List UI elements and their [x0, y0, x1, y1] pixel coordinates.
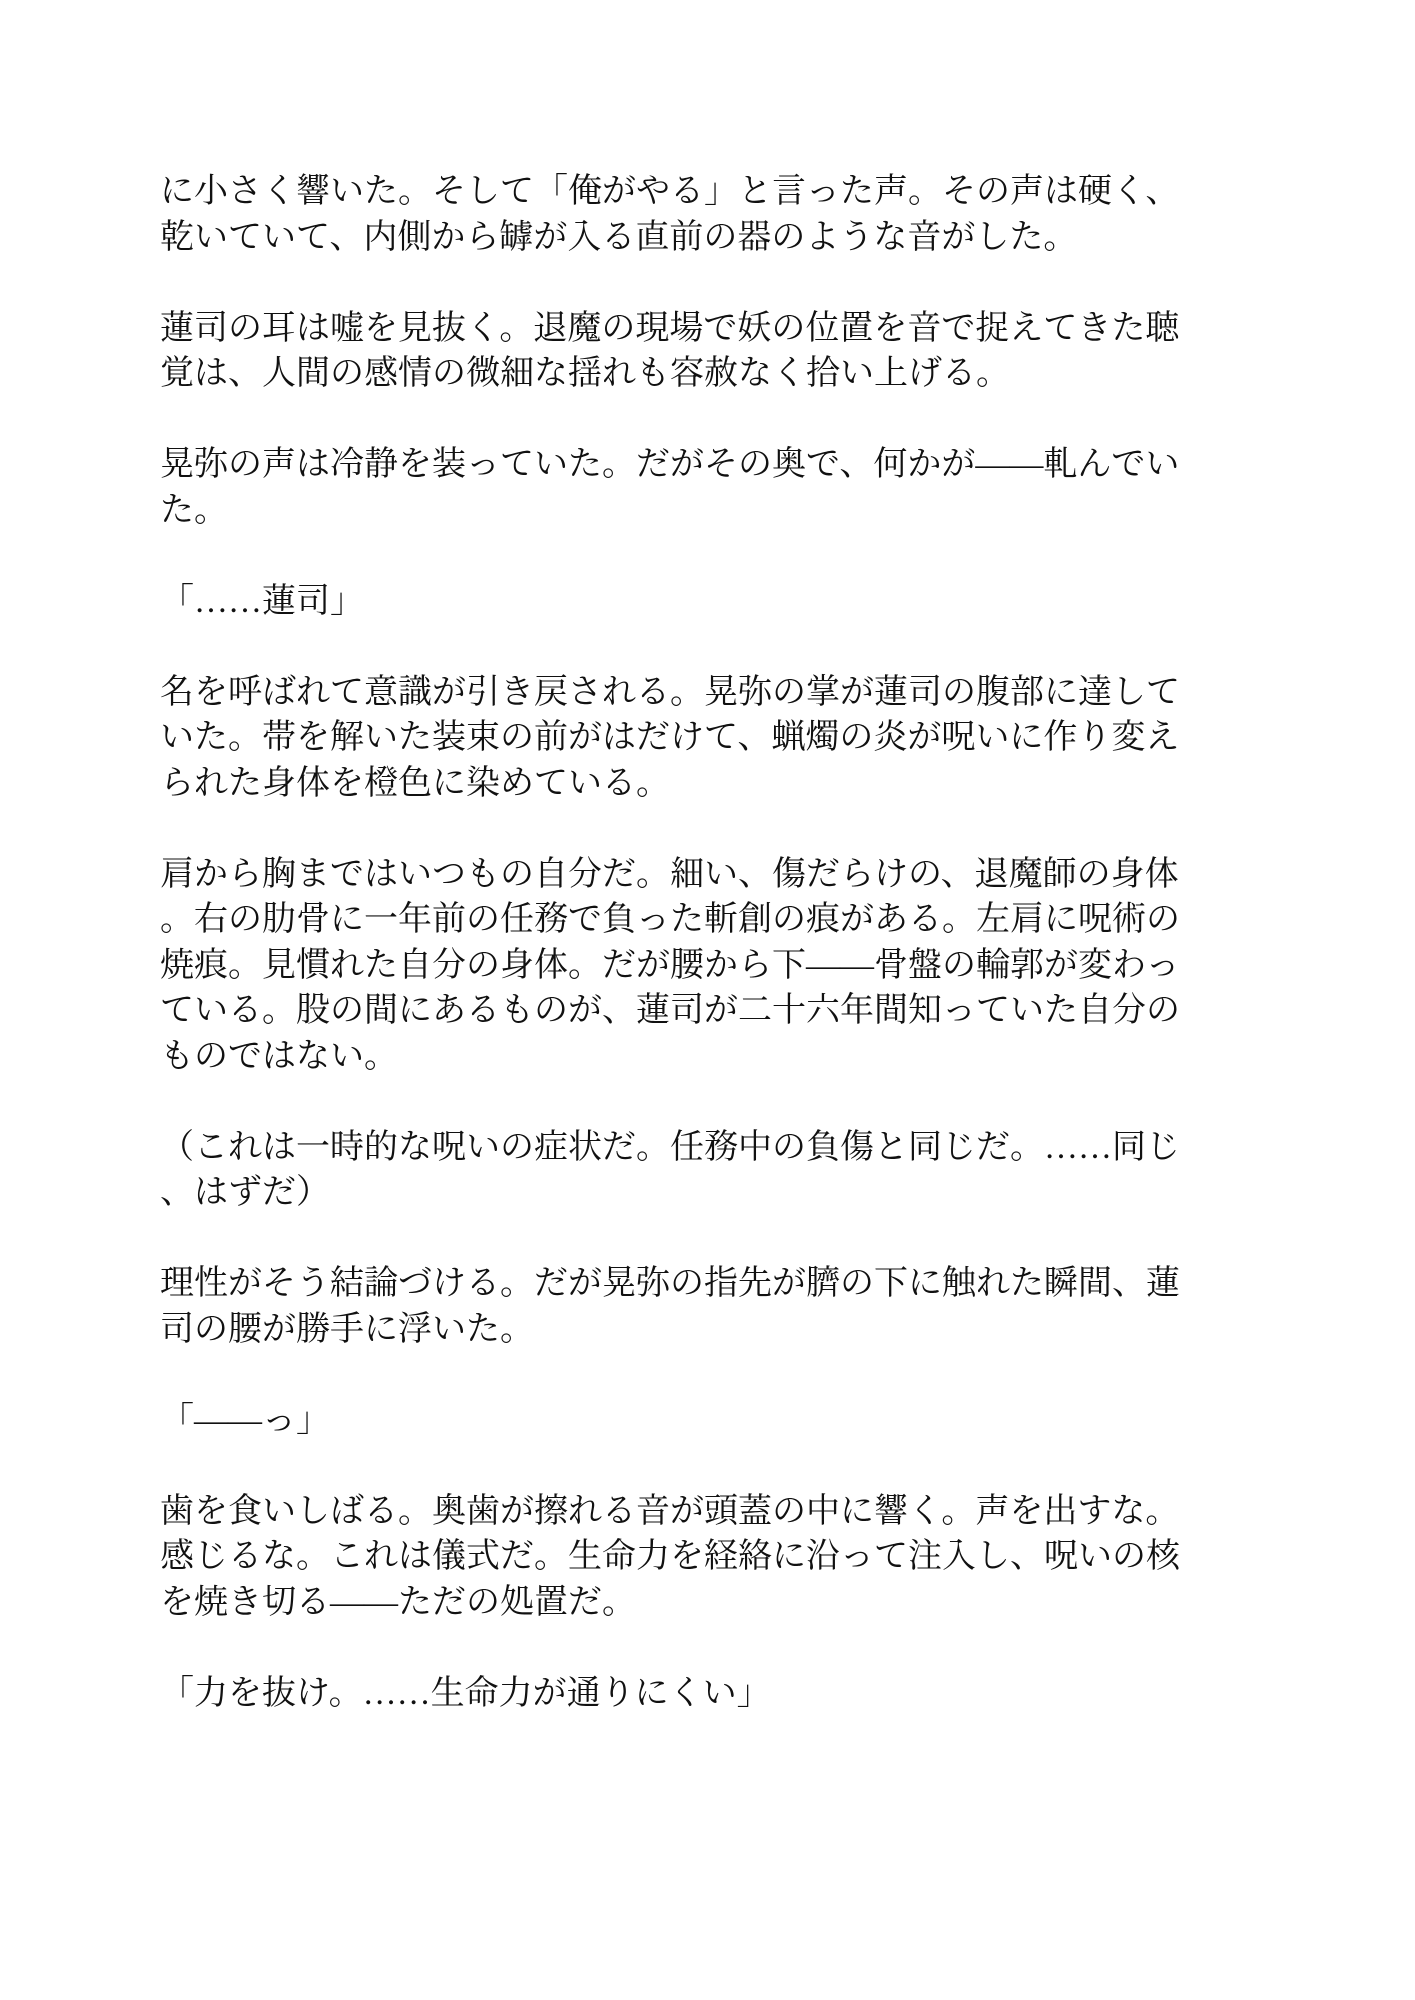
dialogue-block	[160, 1671, 1240, 1717]
text-line: 乾いていて、内側から罅が入る直前の器のような音がした。	[160, 218, 1078, 256]
text-line: に小さく響いた。そして「俺がやる」と言った声。その声は硬く、	[160, 173, 1180, 210]
dialogue-block	[160, 579, 1240, 625]
dialogue-line: 「……蓮司」	[160, 582, 364, 620]
paragraph	[160, 169, 1240, 260]
text-line: 覚は、人間の感情の微細な揺れも容赦なく拾い上げる。	[160, 355, 1010, 392]
paragraph	[160, 1125, 1240, 1216]
text-line: ている。股の間にあるものが、蓮司が二十六年間知っていた自分の	[160, 992, 1180, 1029]
text-line: 肩から胸まではいつもの自分だ。細い、傷だらけの、退魔師の身体	[160, 855, 1179, 893]
text-line: ものではない。	[160, 1037, 398, 1075]
text-line: （これは一時的な呪いの症状だ。任務中の負傷と同じだ。……同じ	[160, 1128, 1180, 1166]
text-line: た。	[160, 491, 228, 529]
paragraph	[160, 442, 1240, 533]
paragraph	[160, 670, 1240, 807]
paragraph	[160, 1489, 1240, 1626]
paragraph	[160, 852, 1240, 1080]
text-line: 焼痕。見慣れた自分の身体。だが腰から下――骨盤の輪郭が変わっ	[160, 946, 1180, 984]
text-line: 名を呼ばれて意識が引き戻される。晃弥の掌が蓮司の腹部に達して	[160, 673, 1180, 711]
text-line: 歯を食いしばる。奥歯が擦れる音が頭蓋の中に響く。声を出すな。	[160, 1492, 1180, 1530]
text-line: 理性がそう結論づける。だが晃弥の指先が臍の下に触れた瞬間、蓮	[160, 1265, 1180, 1302]
text-line: を焼き切る――ただの処置だ。	[160, 1583, 636, 1621]
page-body	[160, 169, 1240, 1716]
dialogue-line: 「力を抜け。……生命力が通りにくい」	[160, 1674, 771, 1712]
text-line: 蓮司の耳は嘘を見抜く。退魔の現場で妖の位置を音で捉えてきた聴	[160, 309, 1180, 347]
text-line: 司の腰が勝手に浮いた。	[160, 1310, 534, 1348]
text-line: いた。帯を解いた装束の前がはだけて、蝋燭の炎が呪いに作り変え	[160, 719, 1180, 756]
dialogue-line: 「――っ」	[160, 1401, 330, 1439]
text-line: られた身体を橙色に染めている。	[160, 764, 670, 802]
text-line: 。右の肋骨に一年前の任務で負った斬創の痕がある。左肩に呪術の	[160, 901, 1180, 938]
text-line: 晃弥の声は冷静を装っていた。だがその奥で、何かが――軋んでい	[160, 446, 1180, 483]
paragraph	[160, 306, 1240, 397]
text-line: 感じるな。これは儀式だ。生命力を経絡に沿って注入し、呪いの核	[160, 1538, 1180, 1575]
text-line: 、はずだ）	[160, 1174, 330, 1211]
dialogue-block	[160, 1398, 1240, 1444]
paragraph	[160, 1261, 1240, 1352]
